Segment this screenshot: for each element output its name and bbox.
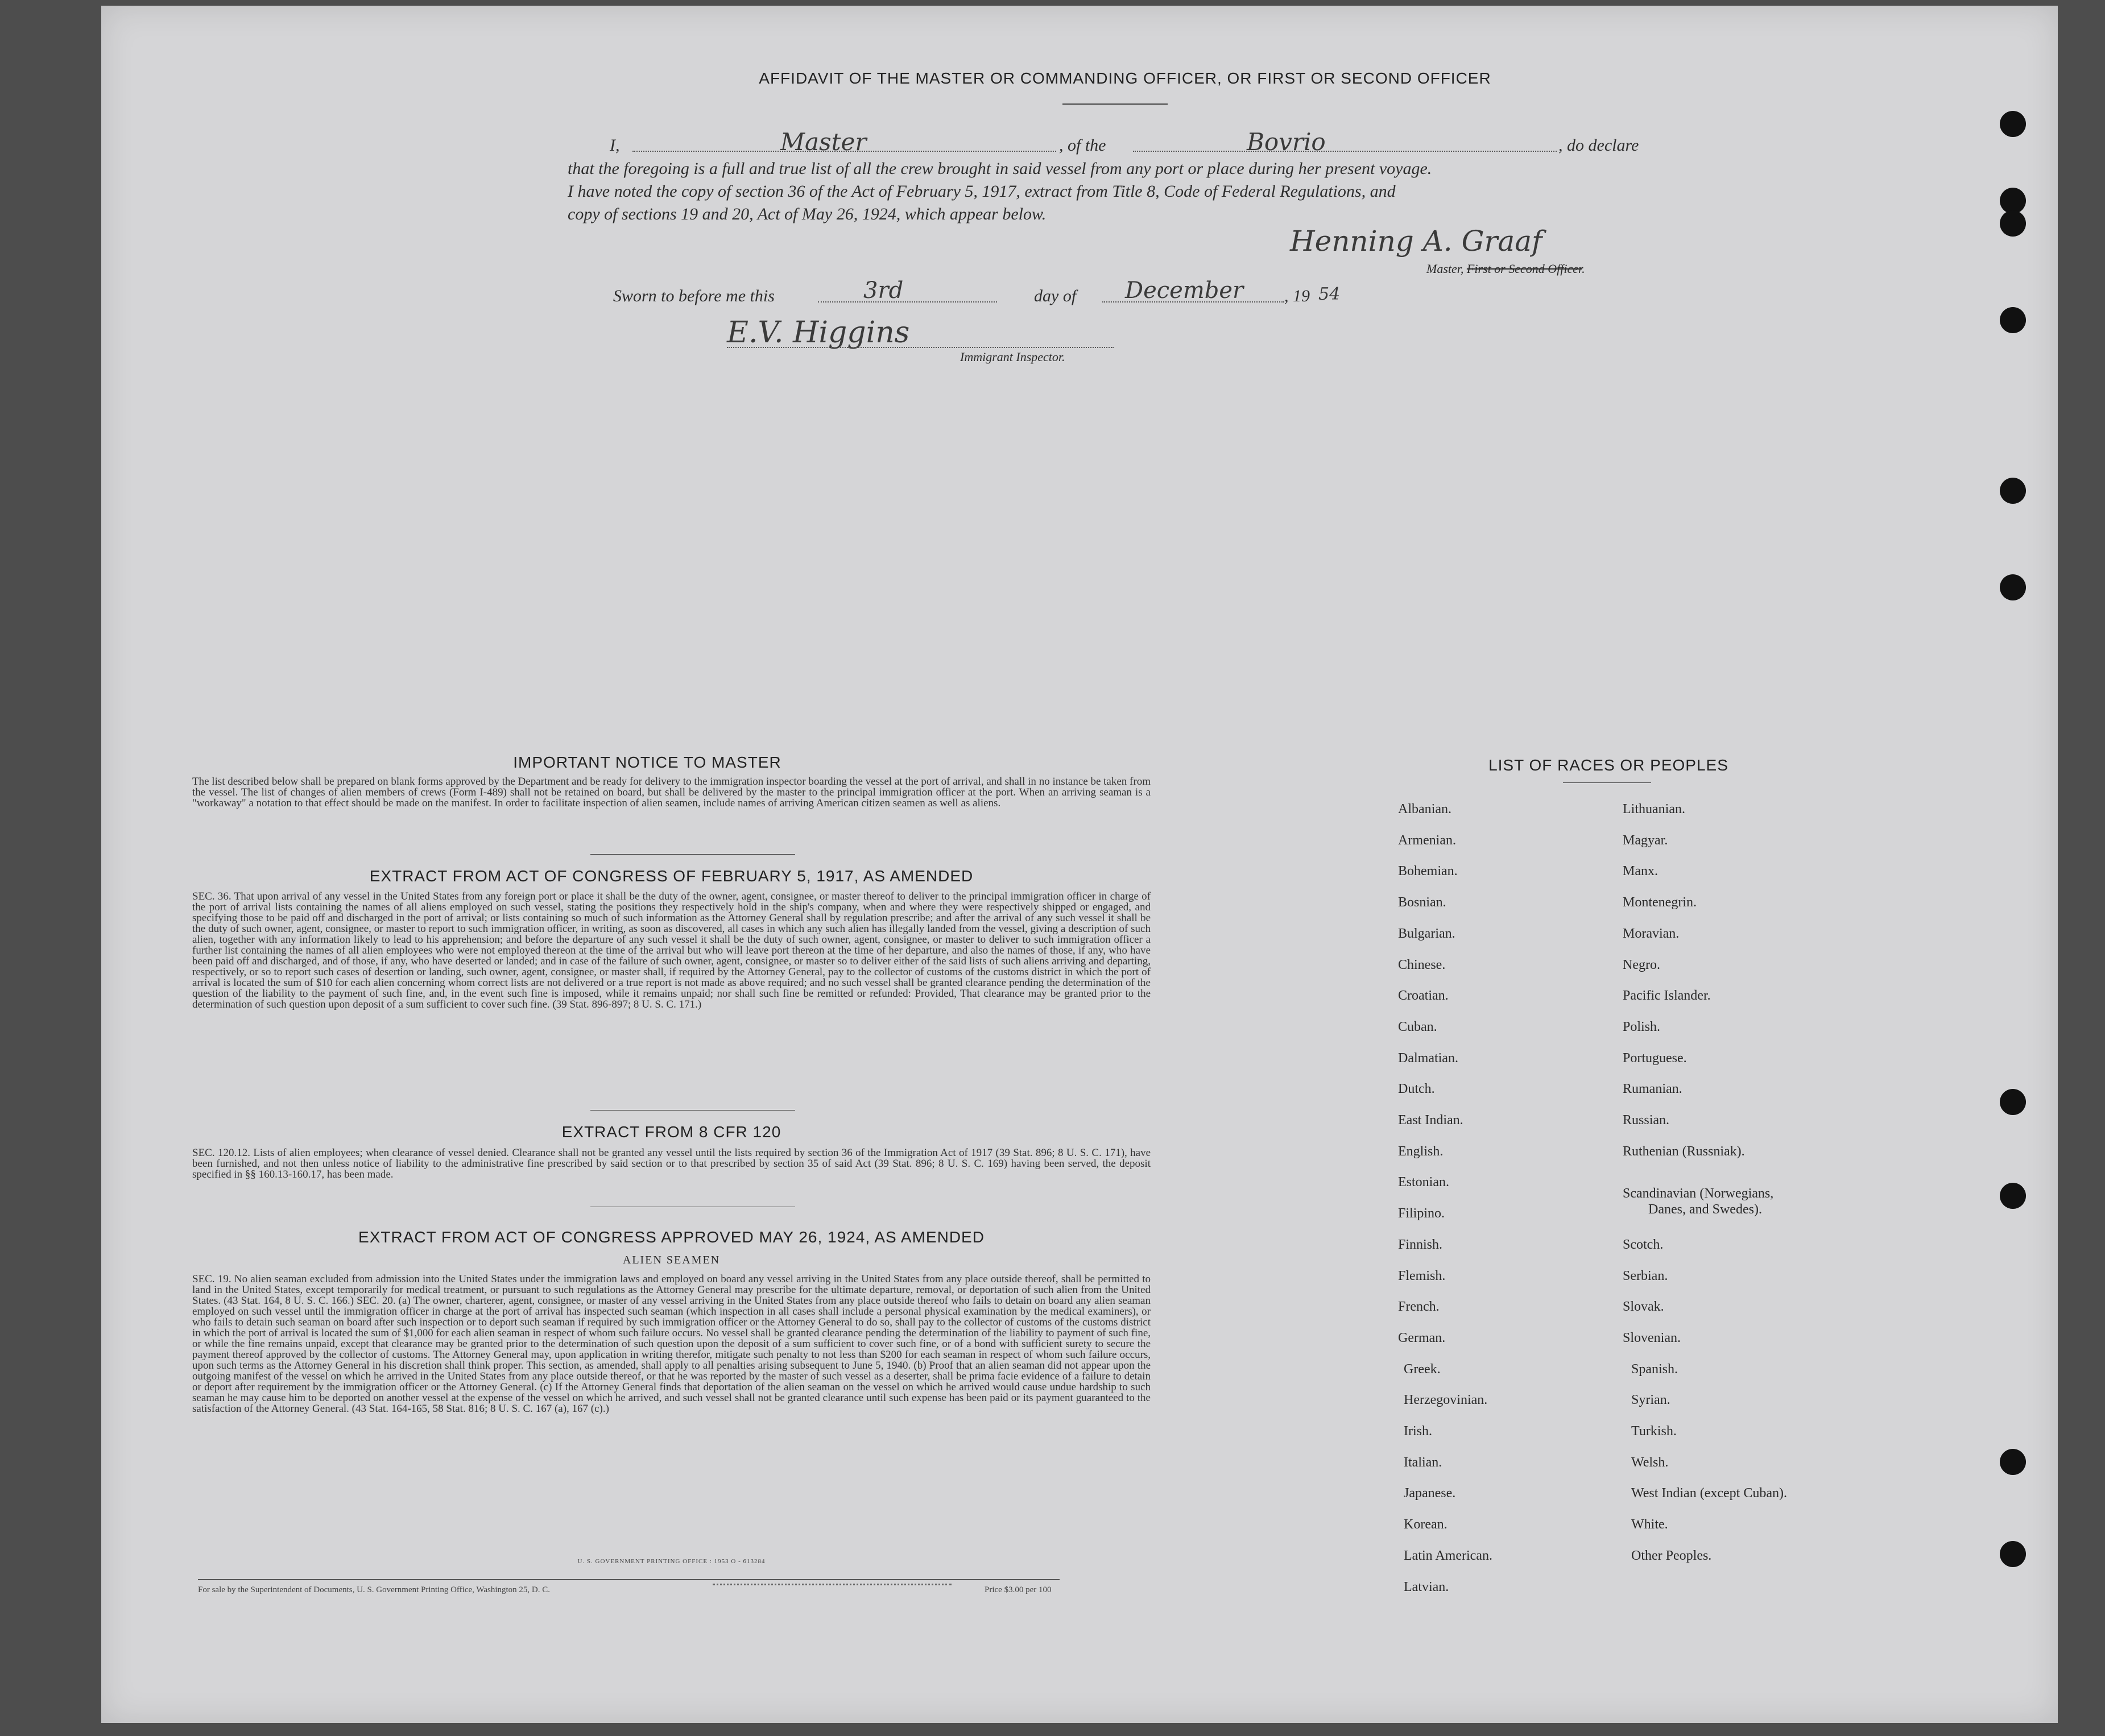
race-item: Portuguese.	[1623, 1050, 1687, 1066]
race-item: Manx.	[1623, 864, 1658, 879]
race-item: Slovenian.	[1623, 1330, 1681, 1345]
race-item: Bulgarian.	[1398, 926, 1455, 941]
of-the-text: , of the	[1059, 136, 1106, 155]
affidavit-line-1	[610, 128, 1662, 156]
race-item: Latvian.	[1404, 1579, 1449, 1594]
affidavit-line-4: copy of sections 19 and 20, Act of May 26, 1924, which appear below.	[568, 205, 1047, 223]
race-item: Serbian.	[1623, 1268, 1668, 1283]
affidavit-title: AFFIDAVIT OF THE MASTER OR COMMANDING OFFICER, OR FIRST OR SECOND OFFICER	[759, 69, 1491, 87]
do-declare-text: , do declare	[1558, 136, 1639, 155]
title-rule	[1062, 103, 1168, 105]
year-handwritten: 54	[1318, 284, 1341, 304]
printing-office-note: U. S. GOVERNMENT PRINTING OFFICE : 1953 O - 613284	[577, 1558, 766, 1565]
race-item: Dalmatian.	[1398, 1050, 1458, 1066]
race-item: Chinese.	[1398, 957, 1446, 972]
race-item: Scotch.	[1623, 1237, 1664, 1252]
race-item: Spanish.	[1631, 1361, 1678, 1377]
race-item: White.	[1631, 1517, 1668, 1532]
sworn-text: Sworn to before me this	[613, 287, 775, 305]
binder-hole	[2000, 1449, 2026, 1475]
extract-cfr-title: EXTRACT FROM 8 CFR 120	[561, 1123, 781, 1141]
race-item: Pacific Islander.	[1623, 988, 1711, 1004]
binder-hole	[2000, 1541, 2026, 1567]
race-item: West Indian (except Cuban).	[1631, 1486, 1787, 1501]
for-sale-note: For sale by the Superintendent of Documents, U. S. Government Printing Office, Washington 25, D. C.	[198, 1585, 550, 1594]
race-item: Croatian.	[1398, 988, 1449, 1004]
race-item: Armenian.	[1398, 832, 1456, 848]
race-item: Scandinavian (Norwegians,	[1623, 1186, 1774, 1201]
race-item: Albanian.	[1398, 802, 1451, 817]
binder-hole	[2000, 307, 2026, 333]
sworn-line	[613, 277, 1580, 307]
race-item: Bosnian.	[1398, 895, 1446, 910]
affidavit-line-2: that the foregoing is a full and true list of all the crew brought in said vessel from any port or place during her present voyage.	[568, 159, 1432, 178]
extract-1917-text: SEC. 36. That upon arrival of any vessel in the United States from any foreign port or place it shall be the duty of the owner, agent, consignee, or master thereof to deliver to the principal immigration officer in charge of the port of arrival lists containing the names of all aliens employed on such vessel, stating the positions they respectively hold in the ship's company, when and where they were respectively shipped or engaged, and specifying those to be paid off and discharged in the port of arrival; or lists containing so much of such information as the Attorney General shall by regulation prescribe; and after the arrival of any such vessel it shall be the duty of such owner, agent, consignee, or master to report to such immigration officer, in writing, as soon as discovered, all cases in which any such alien has illegally landed from the vessel, giving a description of such alien, together with any information likely to lead to his apprehension; and before the departure of any such vessel it shall be the duty of such owner, agent, consignee, or master to deliver to such immigration officer a further list containing the names of all alien employees who were not employed thereon at the time of the arrival but who will leave port thereon at the time of her departure, and also the names of those, if any, who have been paid off and discharged, and of those, if any, who have deserted or landed; and in case of the failure of such owner, agent, consignee, or master so to deliver either of the said lists of such aliens arriving and departing, respectively, or so to report such cases of desertion or landing, such owner, agent, consignee, or master shall, if required by the Attorney General, pay to the collector of customs of the customs district in which the port of arrival is located the sum of $10 for each alien concerning whom correct lists are not delivered or a true report is not made as above required; and no such vessel shall be granted clearance pending the determination of the question of the liability to the payment of such fine, and, in the event such fine is imposed, while it remains unpaid; nor shall such fine be remitted or refunded: Provided, That clearance may be granted prior to the determination of such question upon deposit of a sum sufficient to cover such fine. (39 Stat. 896-897; 8 U. S. C. 171.)	[192, 890, 1151, 1010]
extract-1924-title: EXTRACT FROM ACT OF CONGRESS APPROVED MAY 26, 1924, AS AMENDED	[358, 1228, 985, 1246]
race-item: Cuban.	[1398, 1019, 1437, 1034]
notice-text: The list described below shall be prepared on blank forms approved by the Department and be ready for delivery to the immigration inspector boarding the vessel at the port of arrival, and shall in no instance be taken from the vessel. The list of changes of alien members of crews (Form I-489) shall not be retained on board, but shall be delivered by the master to the principal immigration officer at the port. When an arriving seaman is a "workaway" a notation to that effect should be made on the manifest. In order to facilitate inspection of alien seamen, include names of arriving American citizen seamen as well as aliens.	[192, 776, 1151, 809]
binder-hole	[2000, 210, 2026, 237]
officer-handwritten: Master	[780, 128, 867, 156]
race-item: Negro.	[1623, 957, 1660, 972]
affidavit-line-3: I have noted the copy of section 36 of the Act of February 5, 1917, extract from Title 8, Code of Federal Regulations, and	[568, 182, 1396, 201]
race-item: Korean.	[1404, 1517, 1448, 1532]
race-item: Estonian.	[1398, 1175, 1449, 1190]
race-item: Polish.	[1623, 1019, 1661, 1034]
race-item: Japanese.	[1404, 1486, 1456, 1501]
master-signature: Henning A. Graaf	[1290, 225, 1542, 258]
binder-hole	[2000, 1089, 2026, 1115]
race-item: Syrian.	[1631, 1393, 1670, 1408]
signature-caption: Master, First or Second Officer.	[1426, 262, 1585, 276]
race-item: Danes, and Swedes).	[1648, 1202, 1762, 1217]
race-item: Finnish.	[1398, 1237, 1443, 1252]
race-item: Greek.	[1404, 1361, 1441, 1377]
race-item: Turkish.	[1631, 1424, 1677, 1439]
binder-hole	[2000, 478, 2026, 504]
race-item: Herzegovinian.	[1404, 1393, 1488, 1408]
race-item: French.	[1398, 1299, 1440, 1315]
races-title: LIST OF RACES OR PEOPLES	[1488, 756, 1728, 774]
race-item: Flemish.	[1398, 1268, 1446, 1283]
extract-1924-subtitle: ALIEN SEAMEN	[622, 1254, 721, 1266]
affidavit-i: I,	[610, 136, 620, 155]
document-page	[101, 6, 2058, 1723]
race-item: Rumanian.	[1623, 1082, 1682, 1097]
extract-cfr-text: SEC. 120.12. Lists of alien employees; when clearance of vessel denied. Clearance shall not be granted any vessel until the lists required by section 36 of the Immigration Act of 1917 (39 Stat. 896; 8 U. S. C. 171), have been furnished, and not then unless notice of liability to the administrative fine prescribed by said section or to that prescribed by section 35 of said Act (39 Stat. 896; 8 U. S. C. 169) having been served, the deposit specified in §§ 160.13-160.17, has been made.	[192, 1147, 1151, 1180]
race-item: Montenegrin.	[1623, 895, 1697, 910]
inspector-caption: Immigrant Inspector.	[960, 350, 1065, 364]
race-item: Lithuanian.	[1623, 802, 1685, 817]
race-item: Welsh.	[1631, 1455, 1669, 1470]
extract-1924-text: SEC. 19. No alien seaman excluded from admission into the United States under the immigration laws and employed on board any vessel arriving in the United States from any place outside thereof, shall be permitted to land in the United States, except temporarily for medical treatment, or pursuant to such regulations as the Attorney General may prescribe for the ultimate departure, removal, or deportation of such alien from the United States. (43 Stat. 164, 8 U. S. C. 166.) SEC. 20. (a) The owner, charterer, agent, consignee, or master of any vessel arriving in the United States from any place outside thereof who fails to detain on board any alien seaman employed on such vessel until the immigration officer in charge at the port of arrival has inspected such seaman (which inspection in all cases shall include a personal physical examination by the medical examiners), or who fails to detain such seaman on board after such inspection or to deport such seaman if required by such immigration officer or the Attorney General to do so, shall pay to the collector of customs of the customs district in which the port of arrival is located the sum of $1,000 for each alien seaman in respect of whom such failure occurs. No vessel shall be granted clearance pending the determination of the liability to payment of such fine, or while the fine remains unpaid, except that clearance may be granted prior to the determination of such question upon the deposit of a sum sufficient to cover such fine, or of a bond with sufficient surety to secure the payment thereof approved by the collector of customs. The Attorney General may, upon application in writing therefor, mitigate such penalty to not less than $200 for each seaman in respect of whom such failure occurs, upon such terms as the Attorney General in his discretion shall think proper. This section, as amended, shall apply to all penalties arising subsequent to June 5, 1940. (b) Proof that an alien seaman did not appear upon the outgoing manifest of the vessel on which he arrived in the United States from any place outside thereof, or that he was reported by the master of such vessel as a deserter, shall be prima facie evidence of a failure to detain or deport after requirement by the immigration officer or the Attorney General. (c) If the Attorney General finds that deportation of the alien seaman on the vessel on which he arrived would cause undue hardship to such seaman he may cause him to be deported on another vessel at the expense of the vessel on which he arrived, and such vessel shall not be granted clearance until such expense has been paid or its payment guaranteed to the satisfaction of the Attorney General. (43 Stat. 164-165, 58 Stat. 816; 8 U. S. C. 167 (a), 167 (c).)	[192, 1273, 1151, 1415]
extract-1917-title: EXTRACT FROM ACT OF CONGRESS OF FEBRUARY 5, 1917, AS AMENDED	[369, 867, 974, 885]
notice-title: IMPORTANT NOTICE TO MASTER	[513, 753, 781, 771]
binder-hole	[2000, 574, 2026, 600]
race-item: English.	[1398, 1143, 1444, 1159]
race-item: Italian.	[1404, 1455, 1442, 1470]
race-item: Other Peoples.	[1631, 1548, 1712, 1563]
race-item: Ruthenian (Russniak).	[1623, 1143, 1745, 1159]
vessel-name-handwritten: Bovrio	[1247, 128, 1326, 156]
race-item: East Indian.	[1398, 1113, 1463, 1128]
race-item: Filipino.	[1398, 1206, 1445, 1221]
race-item: Latin American.	[1404, 1548, 1492, 1563]
binder-hole	[2000, 1183, 2026, 1209]
race-item: Irish.	[1404, 1424, 1432, 1439]
day-of-text: day of	[1034, 287, 1077, 305]
day-handwritten: 3rd	[863, 277, 904, 304]
race-item: Slovak.	[1623, 1299, 1664, 1315]
month-handwritten: December	[1125, 277, 1244, 304]
race-item: Russian.	[1623, 1113, 1670, 1128]
race-item: German.	[1398, 1330, 1446, 1345]
year-prefix: , 19	[1284, 287, 1310, 305]
inspector-signature: E.V. Higgins	[727, 316, 910, 350]
race-item: Moravian.	[1623, 926, 1680, 941]
race-item: Bohemian.	[1398, 864, 1458, 879]
race-item: Magyar.	[1623, 832, 1668, 848]
price-note: Price $3.00 per 100	[985, 1585, 1052, 1594]
binder-hole	[2000, 111, 2026, 137]
race-item: Dutch.	[1398, 1082, 1435, 1097]
